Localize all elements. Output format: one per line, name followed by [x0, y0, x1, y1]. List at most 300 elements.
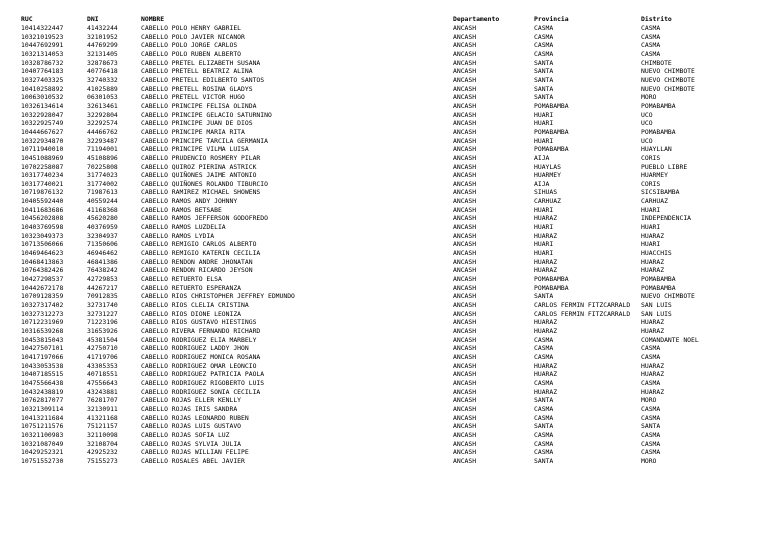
cell-ruc: 10444667627 [21, 127, 64, 136]
cell-departamento: ANCASH [453, 162, 477, 171]
cell-distrito: MORO [641, 396, 657, 405]
cell-nombre: CABELLO PRETELL ROSINA GLADYS [141, 84, 253, 93]
cell-nombre: CABELLO RIOS GUSTAVO HIESTINGS [141, 318, 257, 327]
cell-dni: 76438242 [87, 266, 118, 275]
table-row [21, 275, 751, 284]
cell-distrito: HUARAZ [641, 370, 665, 379]
cell-departamento: ANCASH [453, 136, 477, 145]
cell-provincia: SANTA [534, 67, 554, 76]
cell-nombre: CABELLO RODRIGUEZ ELIA MARBELY [141, 335, 257, 344]
cell-departamento: ANCASH [453, 32, 477, 41]
cell-distrito: HUARI [641, 240, 661, 249]
cell-departamento: ANCASH [453, 41, 477, 50]
cell-departamento: ANCASH [453, 257, 477, 266]
cell-dni: 32130911 [87, 404, 118, 413]
cell-provincia: CASMA [534, 49, 554, 58]
cell-distrito: CORIS [641, 153, 661, 162]
cell-provincia: CASMA [534, 41, 554, 50]
cell-dni: 41025889 [87, 84, 118, 93]
table-row [21, 188, 751, 197]
cell-departamento: ANCASH [453, 67, 477, 76]
cell-nombre: CABELLO QUIÑONES ROLANDO TIBURCIO [141, 179, 268, 188]
cell-dni: 32613461 [87, 101, 118, 110]
cell-dni: 70912835 [87, 292, 118, 301]
cell-distrito: CASMA [641, 32, 661, 41]
cell-provincia: SANTA [534, 456, 554, 465]
cell-nombre: CABELLO PRETELL VICTOR HUGO [141, 93, 245, 102]
cell-ruc: 10321314053 [21, 49, 64, 58]
cell-ruc: 10451088969 [21, 153, 64, 162]
cell-nombre: CABELLO ROJAS SYLVIA JULIA [141, 439, 242, 448]
table-row [21, 414, 751, 423]
column-header-distrito: Distrito [641, 15, 672, 23]
cell-distrito: POMABAMBA [641, 283, 676, 292]
cell-departamento: ANCASH [453, 352, 477, 361]
cell-dni: 76281707 [87, 396, 118, 405]
cell-provincia: CARLOS FERMIN FITZCARRALD [534, 301, 631, 309]
cell-nombre: CABELLO ROJAS ELLER KENLLY [141, 396, 242, 405]
cell-provincia: HUARMEY [534, 171, 561, 180]
cell-dni: 32878673 [87, 58, 118, 67]
cell-nombre: CABELLO RIOS CLELIA CRISTINA [141, 301, 249, 309]
cell-nombre: CABELLO RODRIGUEZ OMAR LEONCIO [141, 361, 257, 370]
cell-provincia: HUARI [534, 110, 554, 119]
cell-provincia: SANTA [534, 292, 554, 301]
cell-nombre: CABELLO POLO RUBEN ALBERTO [141, 49, 242, 58]
cell-distrito: POMABAMBA [641, 127, 676, 136]
cell-ruc: 10405592440 [21, 197, 64, 206]
cell-provincia: HUARAZ [534, 318, 558, 327]
cell-departamento: ANCASH [453, 58, 477, 67]
cell-dni: 41321168 [87, 413, 118, 422]
cell-distrito: CASMA [641, 439, 661, 448]
cell-provincia: CASMA [534, 404, 554, 413]
column-header-nombre: NOMBRE [141, 15, 165, 23]
cell-ruc: 10321019523 [21, 32, 64, 41]
cell-dni: 46946462 [87, 249, 118, 258]
cell-distrito: HUARAZ [641, 387, 665, 396]
cell-ruc: 10410258892 [21, 84, 64, 93]
cell-ruc: 10751552730 [21, 456, 64, 465]
table-row [21, 111, 751, 120]
cell-dni: 71223196 [87, 318, 118, 327]
cell-nombre: CABELLO PRETEL ELIZABETH SUSANA [141, 58, 261, 67]
cell-ruc: 10712231969 [21, 318, 64, 327]
cell-nombre: CABELLO POLO JAVIER NICANOR [141, 32, 245, 41]
cell-provincia: HUARI [534, 240, 554, 249]
column-header-departamento: Departamento [453, 15, 500, 23]
cell-provincia: HUARI [534, 205, 554, 214]
cell-distrito: NUEVO CHIMBOTE [641, 67, 695, 76]
cell-provincia: CASMA [534, 335, 554, 344]
cell-ruc: 10751211576 [21, 422, 64, 431]
cell-distrito: PUEBLO LIBRE [641, 162, 688, 171]
cell-dni: 32304937 [87, 231, 118, 240]
cell-departamento: ANCASH [453, 179, 477, 188]
cell-distrito: CASMA [641, 49, 661, 58]
cell-provincia: CASMA [534, 32, 554, 41]
cell-nombre: CABELLO REMIGIO CARLOS ALBERTO [141, 240, 257, 249]
cell-nombre: CABELLO ROJAS LEONARDO RUBEN [141, 413, 249, 422]
cell-nombre: CABELLO RODRIGUEZ PATRICIA PAOLA [141, 370, 265, 379]
cell-ruc: 10328786732 [21, 58, 64, 67]
cell-ruc: 10322928047 [21, 110, 64, 119]
table-row [21, 171, 751, 180]
cell-distrito: HUARAZ [641, 361, 665, 370]
cell-departamento: ANCASH [453, 205, 477, 214]
cell-dni: 71350606 [87, 240, 118, 249]
cell-ruc: 10453815043 [21, 335, 64, 344]
cell-distrito: CASMA [641, 24, 661, 32]
cell-ruc: 10433053538 [21, 361, 64, 370]
cell-ruc: 10413211684 [21, 413, 64, 422]
cell-distrito: CASMA [641, 430, 661, 439]
cell-provincia: CASMA [534, 378, 554, 387]
cell-provincia: POMABAMBA [534, 145, 569, 154]
cell-ruc: 10321087049 [21, 439, 64, 448]
cell-provincia: POMABAMBA [534, 127, 569, 136]
table-row [21, 223, 751, 232]
cell-distrito: CASMA [641, 344, 661, 353]
cell-distrito: HUARI [641, 223, 661, 232]
table-row [21, 457, 751, 466]
cell-departamento: ANCASH [453, 101, 477, 110]
cell-distrito: NUEVO CHIMBOTE [641, 75, 695, 84]
cell-departamento: ANCASH [453, 361, 477, 370]
table-row [21, 76, 751, 85]
cell-nombre: CABELLO PRINCIPE MARIA RITA [141, 127, 245, 136]
table-row [21, 214, 751, 223]
cell-dni: 32131405 [87, 49, 118, 58]
cell-departamento: ANCASH [453, 326, 477, 335]
cell-distrito: HUARAZ [641, 231, 665, 240]
table-row [21, 93, 751, 102]
cell-provincia: AIJA [534, 153, 550, 162]
cell-provincia: HUARI [534, 249, 554, 258]
cell-distrito: NUEVO CHIMBOTE [641, 84, 695, 93]
cell-dni: 45381504 [87, 335, 118, 344]
cell-distrito: SAN LUIS [641, 309, 672, 318]
cell-dni: 32292804 [87, 110, 118, 119]
cell-ruc: 10709128359 [21, 292, 64, 301]
cell-ruc: 10321309114 [21, 404, 64, 413]
cell-dni: 47556643 [87, 378, 118, 387]
cell-dni: 42925232 [87, 448, 118, 457]
cell-ruc: 10327317402 [21, 301, 64, 309]
cell-dni: 41719706 [87, 352, 118, 361]
cell-dni: 32108704 [87, 439, 118, 448]
table-row [21, 370, 751, 379]
cell-ruc: 10407764183 [21, 67, 64, 76]
cell-ruc: 10323049373 [21, 231, 64, 240]
cell-distrito: NUEVO CHIMBOTE [641, 292, 695, 301]
cell-nombre: CABELLO RAMOS LYDIA [141, 231, 215, 240]
cell-nombre: CABELLO RODRIGUEZ LADDY JHON [141, 344, 249, 353]
table-row [21, 292, 751, 301]
cell-dni: 46841386 [87, 257, 118, 266]
cell-distrito: UCO [641, 119, 653, 128]
cell-ruc: 10411683686 [21, 205, 64, 214]
table-row [21, 59, 751, 68]
cell-distrito: MORO [641, 456, 657, 465]
table-body [21, 24, 751, 465]
cell-nombre: CABELLO RAMOS JEFFERSON GODOFREDO [141, 214, 268, 223]
cell-dni: 40376959 [87, 223, 118, 232]
cell-departamento: ANCASH [453, 378, 477, 387]
cell-nombre: CABELLO RODRIGUEZ RIGOBERTO LUIS [141, 378, 265, 387]
cell-departamento: ANCASH [453, 344, 477, 353]
table-row [21, 405, 751, 414]
cell-departamento: ANCASH [453, 249, 477, 258]
cell-dni: 75121157 [87, 422, 118, 431]
cell-departamento: ANCASH [453, 84, 477, 93]
cell-departamento: ANCASH [453, 404, 477, 413]
cell-departamento: ANCASH [453, 266, 477, 275]
cell-distrito: CASMA [641, 404, 661, 413]
table-row [21, 41, 751, 50]
table-row [21, 422, 751, 431]
cell-dni: 31653926 [87, 326, 118, 335]
cell-nombre: CABELLO ROSALES ABEL JAVIER [141, 456, 245, 465]
table-row [21, 327, 751, 336]
cell-departamento: ANCASH [453, 318, 477, 327]
cell-provincia: AIJA [534, 179, 550, 188]
cell-departamento: ANCASH [453, 413, 477, 422]
cell-distrito: CASMA [641, 378, 661, 387]
cell-nombre: CABELLO QUIROZ PIERINA ASTRICK [141, 162, 257, 171]
cell-nombre: CABELLO RENDON ANDRE JHONATAN [141, 257, 253, 266]
table-row [21, 396, 751, 405]
cell-dni: 41168368 [87, 205, 118, 214]
cell-departamento: ANCASH [453, 49, 477, 58]
table-row [21, 310, 751, 319]
cell-ruc: 10432438819 [21, 387, 64, 396]
cell-provincia: HUARAZ [534, 231, 558, 240]
table-row [21, 154, 751, 163]
cell-nombre: CABELLO RIOS CHRISTOPHER JEFFREY EDMUNDO [141, 292, 295, 301]
cell-provincia: CASMA [534, 439, 554, 448]
cell-departamento: ANCASH [453, 214, 477, 223]
cell-provincia: HUARAZ [534, 257, 558, 266]
cell-distrito: HUARAZ [641, 266, 665, 275]
cell-distrito: INDEPENDENCIA [641, 214, 692, 223]
table-row [21, 240, 751, 249]
cell-departamento: ANCASH [453, 275, 477, 284]
cell-provincia: SANTA [534, 75, 554, 84]
table-row [21, 24, 751, 33]
cell-ruc: 10327312273 [21, 309, 64, 318]
cell-ruc: 10469464623 [21, 249, 64, 258]
table-row [21, 197, 751, 206]
cell-ruc: 10427298537 [21, 275, 64, 284]
cell-departamento: ANCASH [453, 110, 477, 119]
cell-provincia: CASMA [534, 413, 554, 422]
cell-ruc: 10417197066 [21, 352, 64, 361]
cell-dni: 70225808 [87, 162, 118, 171]
cell-departamento: ANCASH [453, 93, 477, 102]
cell-ruc: 10702258087 [21, 162, 64, 171]
cell-nombre: CABELLO ROJAS LUIS GUSTAVO [141, 422, 242, 431]
cell-departamento: ANCASH [453, 145, 477, 154]
cell-distrito: UCO [641, 110, 653, 119]
cell-ruc: 10317740234 [21, 171, 64, 180]
cell-distrito: CHIMBOTE [641, 58, 672, 67]
table-row [21, 249, 751, 258]
table-row [21, 163, 751, 172]
cell-departamento: ANCASH [453, 422, 477, 431]
table-row [21, 388, 751, 397]
cell-distrito: CASMA [641, 448, 661, 457]
column-header-dni: DNI [87, 15, 99, 23]
cell-distrito: HUARI [641, 205, 661, 214]
cell-provincia: HUARAZ [534, 361, 558, 370]
cell-provincia: CASMA [534, 448, 554, 457]
cell-departamento: ANCASH [453, 439, 477, 448]
table-row [21, 379, 751, 388]
cell-provincia: CASMA [534, 344, 554, 353]
cell-distrito: POMABAMBA [641, 101, 676, 110]
cell-dni: 32110098 [87, 430, 118, 439]
cell-departamento: ANCASH [453, 127, 477, 136]
cell-distrito: POMABAMBA [641, 275, 676, 284]
cell-dni: 32292574 [87, 119, 118, 128]
column-header-provincia: Provincia [534, 15, 569, 23]
cell-departamento: ANCASH [453, 119, 477, 128]
cell-ruc: 10764382426 [21, 266, 64, 275]
header-row [21, 14, 751, 24]
cell-distrito: HUARMEY [641, 171, 668, 180]
cell-departamento: ANCASH [453, 301, 477, 309]
cell-ruc: 10327403325 [21, 75, 64, 84]
cell-departamento: ANCASH [453, 171, 477, 180]
cell-provincia: HUARI [534, 119, 554, 128]
cell-distrito: CARHUAZ [641, 197, 668, 206]
cell-provincia: HUARAZ [534, 326, 558, 335]
table-row [21, 318, 751, 327]
cell-nombre: CABELLO ROJAS SOFIA LUZ [141, 430, 230, 439]
cell-nombre: CABELLO RAMOS LUZDELIA [141, 223, 226, 232]
cell-ruc: 10407185515 [21, 370, 64, 379]
cell-dni: 31774023 [87, 171, 118, 180]
cell-ruc: 10762817077 [21, 396, 64, 405]
cell-distrito: COMANDANTE NOEL [641, 335, 699, 344]
cell-ruc: 10456202808 [21, 214, 64, 223]
cell-ruc: 10322925749 [21, 119, 64, 128]
cell-departamento: ANCASH [453, 370, 477, 379]
cell-provincia: CARLOS FERMIN FITZCARRALD [534, 309, 631, 318]
cell-ruc: 10442672178 [21, 283, 64, 292]
cell-ruc: 10321100983 [21, 430, 64, 439]
cell-dni: 43305353 [87, 361, 118, 370]
cell-nombre: CABELLO PRINCIPE JUAN DE DIOS [141, 119, 253, 128]
cell-ruc: 10063010532 [21, 93, 64, 102]
cell-dni: 44267217 [87, 283, 118, 292]
table-row [21, 284, 751, 293]
cell-dni: 45108896 [87, 153, 118, 162]
cell-dni: 32731227 [87, 309, 118, 318]
cell-provincia: POMABAMBA [534, 101, 569, 110]
table-row [21, 119, 751, 128]
table-row [21, 301, 751, 310]
cell-dni: 71194001 [87, 145, 118, 154]
table-row [21, 137, 751, 146]
cell-dni: 32731740 [87, 301, 118, 309]
cell-nombre: CABELLO RENDON RICARDO JEYSON [141, 266, 253, 275]
cell-distrito: SICSIBAMBA [641, 188, 680, 197]
cell-nombre: CABELLO PRINCIPE TARCILA GERMANIA [141, 136, 268, 145]
cell-dni: 40559244 [87, 197, 118, 206]
cell-departamento: ANCASH [453, 75, 477, 84]
cell-dni: 44769299 [87, 41, 118, 50]
table-row [21, 266, 751, 275]
table-row [21, 448, 751, 457]
table-row [21, 344, 751, 353]
table-row [21, 362, 751, 371]
cell-provincia: CASMA [534, 352, 554, 361]
cell-departamento: ANCASH [453, 153, 477, 162]
cell-departamento: ANCASH [453, 231, 477, 240]
table-row [21, 353, 751, 362]
taxpayer-table [21, 14, 751, 465]
cell-dni: 42729853 [87, 275, 118, 284]
cell-ruc: 10414322447 [21, 24, 64, 32]
table-header [21, 14, 751, 24]
column-header-ruc: RUC [21, 15, 33, 23]
cell-nombre: CABELLO PRINCIPE FELISA OLINDA [141, 101, 257, 110]
cell-dni: 42750710 [87, 344, 118, 353]
cell-provincia: SANTA [534, 396, 554, 405]
cell-dni: 44466762 [87, 127, 118, 136]
cell-ruc: 10475566438 [21, 378, 64, 387]
table-row [21, 180, 751, 189]
cell-ruc: 10427507101 [21, 344, 64, 353]
cell-nombre: CABELLO PRETELL BEATRIZ ALINA [141, 67, 253, 76]
cell-nombre: CABELLO RAMOS BETSABE [141, 205, 222, 214]
cell-nombre: CABELLO RETUERTO ELSA [141, 275, 222, 284]
cell-provincia: HUAYLAS [534, 162, 561, 171]
cell-ruc: 10719876132 [21, 188, 64, 197]
cell-dni: 40776418 [87, 67, 118, 76]
cell-nombre: CABELLO ROJAS WILLIAN FELIPE [141, 448, 249, 457]
cell-departamento: ANCASH [453, 430, 477, 439]
cell-provincia: HUARAZ [534, 266, 558, 275]
cell-ruc: 10447692991 [21, 41, 64, 50]
cell-distrito: CASMA [641, 41, 661, 50]
table-row [21, 50, 751, 59]
cell-dni: 71987613 [87, 188, 118, 197]
cell-departamento: ANCASH [453, 292, 477, 301]
table-row [21, 102, 751, 111]
cell-departamento: ANCASH [453, 448, 477, 457]
cell-nombre: CABELLO PRUDENCIO ROSMERY PILAR [141, 153, 261, 162]
cell-dni: 06301053 [87, 93, 118, 102]
cell-distrito: HUAYLLAN [641, 145, 672, 154]
cell-dni: 31774002 [87, 179, 118, 188]
cell-departamento: ANCASH [453, 197, 477, 206]
cell-ruc: 10711940010 [21, 145, 64, 154]
cell-distrito: CORIS [641, 179, 661, 188]
cell-provincia: SANTA [534, 84, 554, 93]
cell-provincia: POMABAMBA [534, 275, 569, 284]
cell-distrito: HUARAZ [641, 257, 665, 266]
cell-distrito: HUARAZ [641, 318, 665, 327]
cell-provincia: CASMA [534, 24, 554, 32]
table-row [21, 336, 751, 345]
cell-nombre: CABELLO POLO HENRY GABRIEL [141, 24, 242, 32]
cell-provincia: SIHUAS [534, 188, 558, 197]
cell-nombre: CABELLO REMIGIO KATERIN CECILIA [141, 249, 261, 258]
cell-ruc: 10326134614 [21, 101, 64, 110]
